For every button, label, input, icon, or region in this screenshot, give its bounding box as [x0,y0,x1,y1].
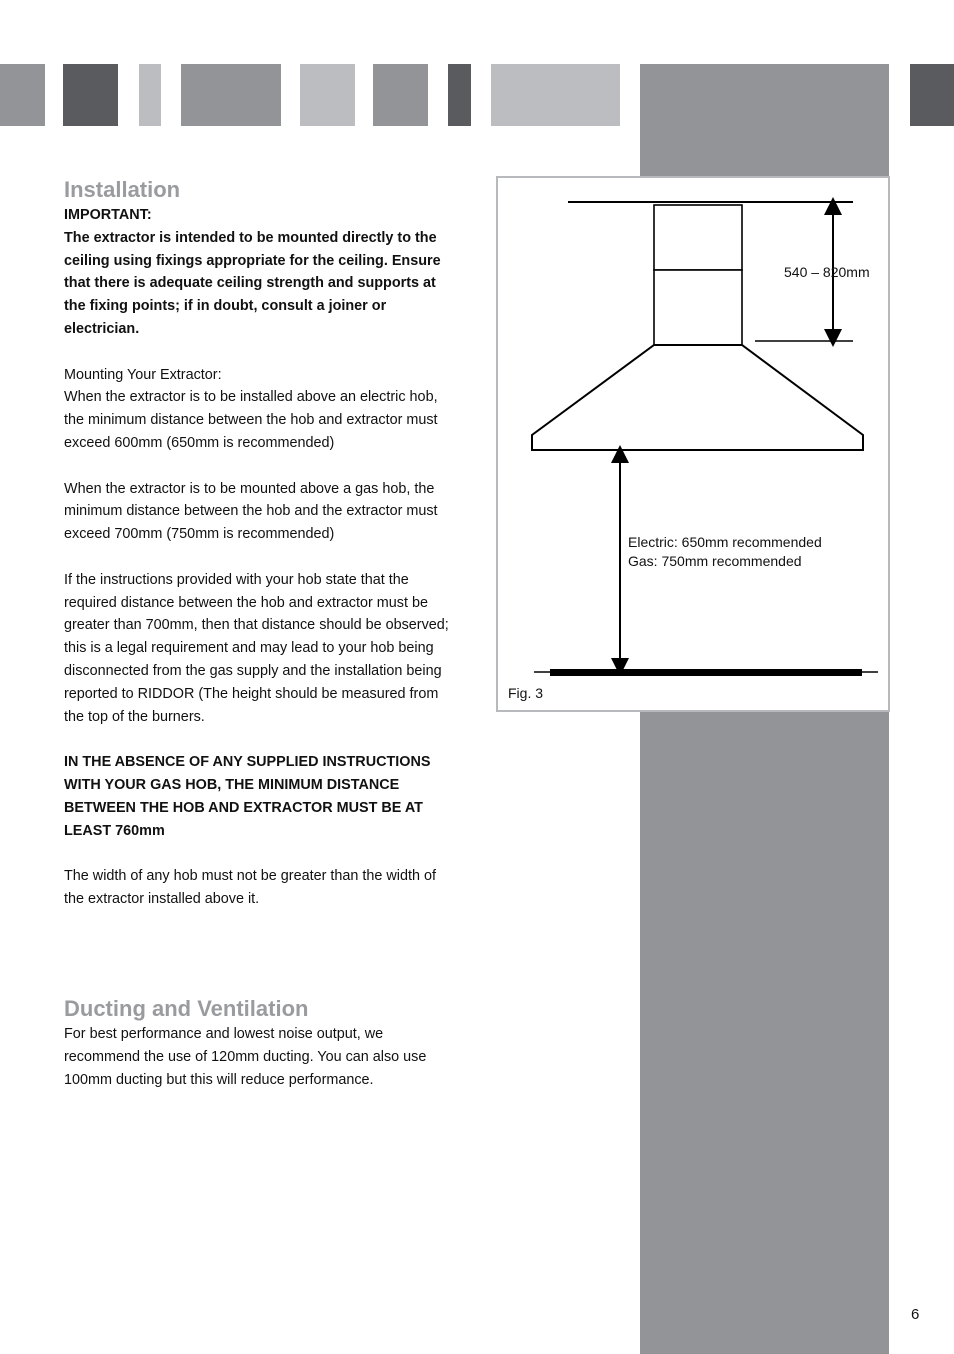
hood-canopy [532,345,863,450]
installation-section [64,176,456,934]
header-block-4 [181,64,281,126]
absence-warning: IN THE ABSENCE OF ANY SUPPLIED INSTRUCTIONS WITH YOUR GAS HOB, THE MINIMUM DISTANCE BETWEEN THE HOB AND EXTRACTOR MUST BE AT LEAST 760mm [64,754,431,839]
mounting-title: Mounting Your Extractor: [64,366,222,383]
header-block-8 [491,64,620,126]
chimney-lower [654,270,742,345]
installation-heading: Installation [64,177,181,202]
header-block-6 [373,64,428,126]
header-block-3 [139,64,161,126]
recommended-heights-label [628,533,822,571]
chimney-upper [654,205,742,270]
ducting-text: For best performance and lowest noise output, we recommend the use of 120mm ducting. You can also use 100mm ducting but this will reduce performance. [64,1026,427,1088]
chimney-range-label: 540 – 820mm [784,264,870,280]
width-note: The width of any hob must not be greater than the width of the extractor installed above it. [64,868,436,907]
hob-surface [550,669,862,676]
header-block-7 [448,64,471,126]
gas-recommended-label: Gas: 750mm recommended [628,553,802,569]
mounting-electric: When the extractor is to be installed above an electric hob, the minimum distance between the hob and extractor must exceed 600mm (650mm is recommended) [64,389,438,451]
header-block-9 [910,64,954,126]
header-block-2 [63,64,118,126]
electric-recommended-label: Electric: 650mm recommended [628,534,822,550]
ducting-section [64,995,456,1091]
important-label: IMPORTANT: [64,207,152,223]
header-block-5 [300,64,355,126]
extractor-diagram [498,178,888,710]
mounting-gas: When the extractor is to be mounted above a gas hob, the minimum distance between the hob and the extractor must exceed 700mm (750mm is recommended) [64,480,438,543]
header-block-1 [0,64,45,126]
page-number: 6 [911,1306,920,1323]
ducting-heading: Ducting and Ventilation [64,996,309,1021]
figure-label: Fig. 3 [508,685,544,701]
important-text: The extractor is intended to be mounted directly to the ceiling using fixings appropriate for the ceiling. Ensure that there is adequate ceiling strength and supports at the fixing points; if in doubt, consult a joiner or electrician. [64,229,441,337]
hob-instructions: If the instructions provided with your hob state that the required distance between the hob and extractor must be greater than 700mm, then that distance should be observed; this is a legal requirement and may lead to your hob being disconnected from the gas supply and the installation being reported to RIDDOR (The height should be measured from the top of the burners. [64,571,449,725]
figure-box [496,176,890,712]
